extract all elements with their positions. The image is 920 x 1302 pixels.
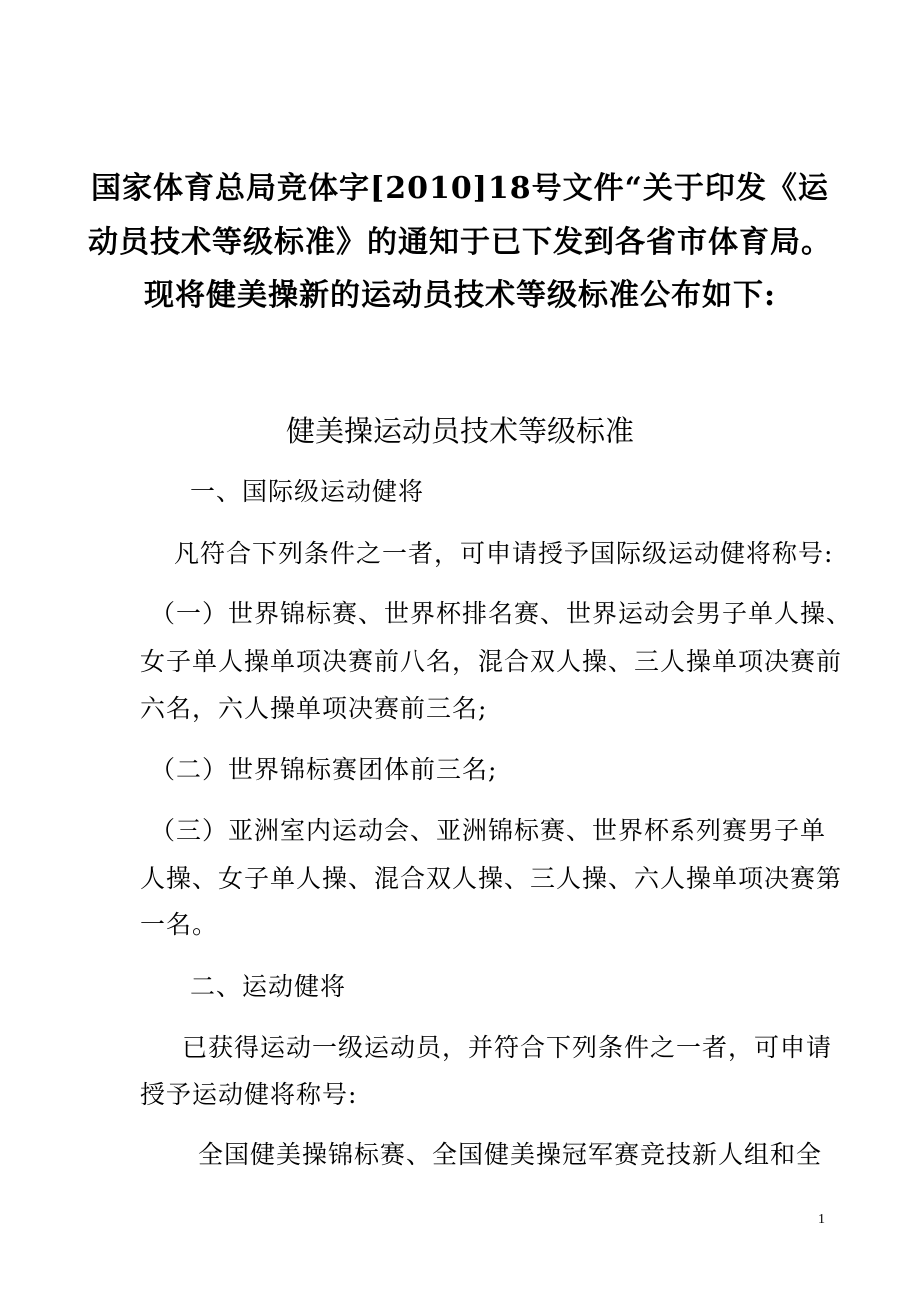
section-1-intro: 凡符合下列条件之一者，可申请授予国际级运动健将称号: — [174, 539, 834, 568]
document-title: 健美操运动员技术等级标准 — [285, 414, 634, 448]
notice-line-1: 国家体育总局竞体字[2010]18号文件“关于印发《运 — [91, 171, 829, 206]
section-2-heading: 二、运动健将 — [190, 972, 347, 1001]
section-2-intro-line-2: 授予运动健将称号: — [140, 1080, 358, 1109]
section-1-item-1-line-2: 女子单人操单项决赛前八名，混合双人操、三人操单项决赛前 — [140, 647, 843, 676]
section-2-intro-line-1: 已获得运动一级运动员，并符合下列条件之一者，可申请 — [182, 1033, 833, 1062]
section-1-item-3-line-3: 一名。 — [140, 910, 219, 939]
notice-line-2: 动员技术等级标准》的通知于已下发到各省市体育局。 — [88, 225, 832, 260]
page-number: 1 — [818, 1212, 825, 1227]
section-1-item-1-line-1: （一）世界锦标赛、世界杯排名赛、世界运动会男子单人操、 — [150, 599, 853, 628]
section-1-heading: 一、国际级运动健将 — [190, 477, 425, 506]
section-1-item-3-line-2: 人操、女子单人操、混合双人操、三人操、六人操单项决赛第 — [140, 864, 843, 893]
section-2-item-1-line-1: 全国健美操锦标赛、全国健美操冠军赛竞技新人组和全 — [198, 1140, 823, 1169]
section-1-item-2: （二）世界锦标赛团体前三名; — [150, 755, 498, 784]
section-1-item-3-line-1: （三）亚洲室内运动会、亚洲锦标赛、世界杯系列赛男子单 — [150, 816, 827, 845]
section-1-item-1-line-3: 六名，六人操单项决赛前三名; — [140, 694, 488, 723]
notice-line-3: 现将健美操新的运动员技术等级标准公布如下: — [143, 278, 777, 313]
